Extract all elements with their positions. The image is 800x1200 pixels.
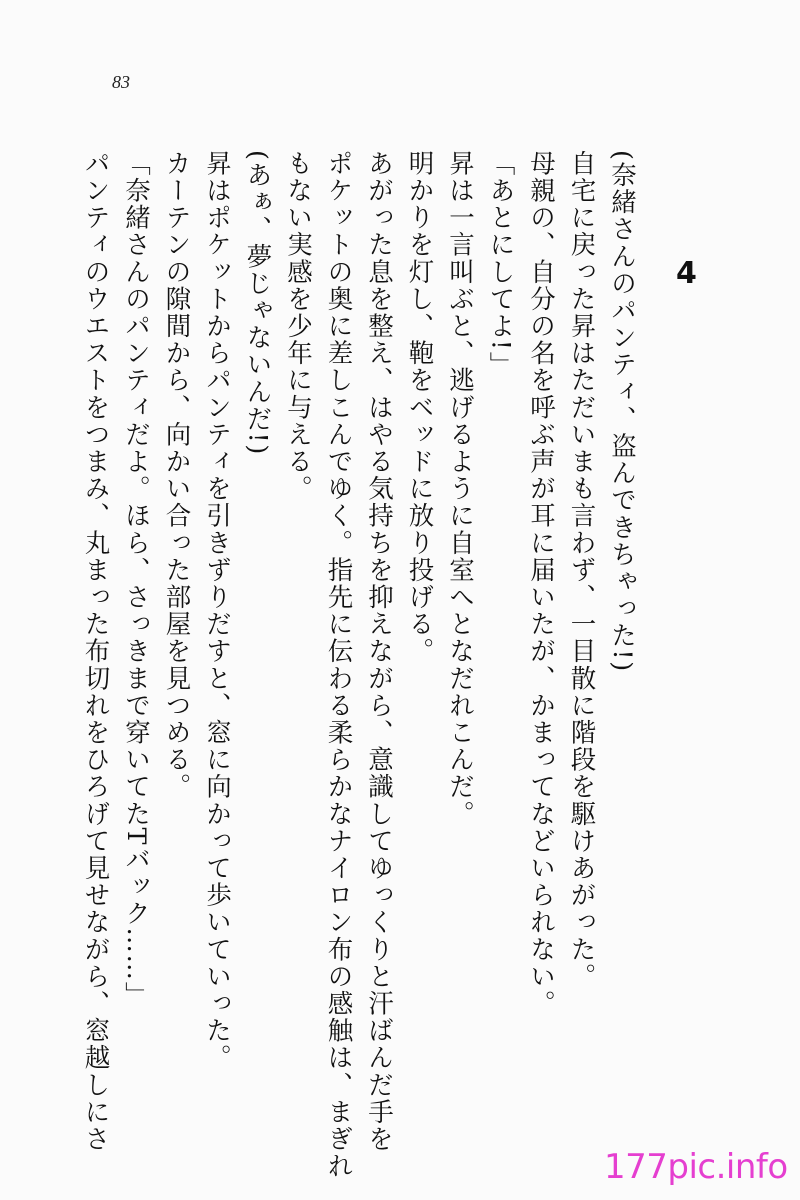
text-line-11: 昇はポケットからパンティを引きずりだすと、窓に向かって歩いていった。 [202, 150, 232, 1072]
page-number: 83 [112, 72, 130, 92]
text-line-9: もない実感を少年に与える。 [283, 150, 313, 503]
text-line-12: カーテンの隙間から、向かい合った部屋を見つめる。 [161, 150, 192, 801]
chapter-number: 4 [676, 256, 697, 291]
text-line-10: (あぁ、夢じゃないんだ!) [242, 150, 273, 456]
text-line-3: 母親の、自分の名を呼ぶ声が耳に届いたが、かまってなどいられない。 [526, 150, 556, 1018]
text-line-2: 自宅に戻った昇はただいまも言わず、一目散に階段を駆けあがった。 [566, 150, 597, 991]
text-line-6: 明かりを灯し、鞄をベッドに放り投げる。 [404, 150, 435, 665]
body-text [80, 150, 642, 1180]
text-line-5: 昇は一言叫ぶと、逃げるように自室へとなだれこんだ。 [445, 150, 475, 828]
text-line-13: 「奈緒さんのパンティだよ。ほら、さっきまで穿いてたTバック……」 [121, 150, 151, 1009]
text-line-4: 「あとにしてよ!」 [485, 150, 516, 379]
watermark-text: 177pic.info [604, 1147, 788, 1187]
text-line-8: ポケットの奥に差しこんでゆく。指先に伝わる柔らかなナイロン布の感触は、まぎれ [323, 150, 354, 1180]
text-line-7: あがった息を整え、はやる気持ちを抑えながら、意識してゆっくりと汗ばんだ手を [364, 150, 394, 1153]
text-line-14: パンティのウエストをつまみ、丸まった布切れをひろげて見せながら、窓越しにさ [80, 150, 111, 1153]
text-line-1: (奈緒さんのパンティ、盗んできちゃった!) [607, 150, 637, 673]
